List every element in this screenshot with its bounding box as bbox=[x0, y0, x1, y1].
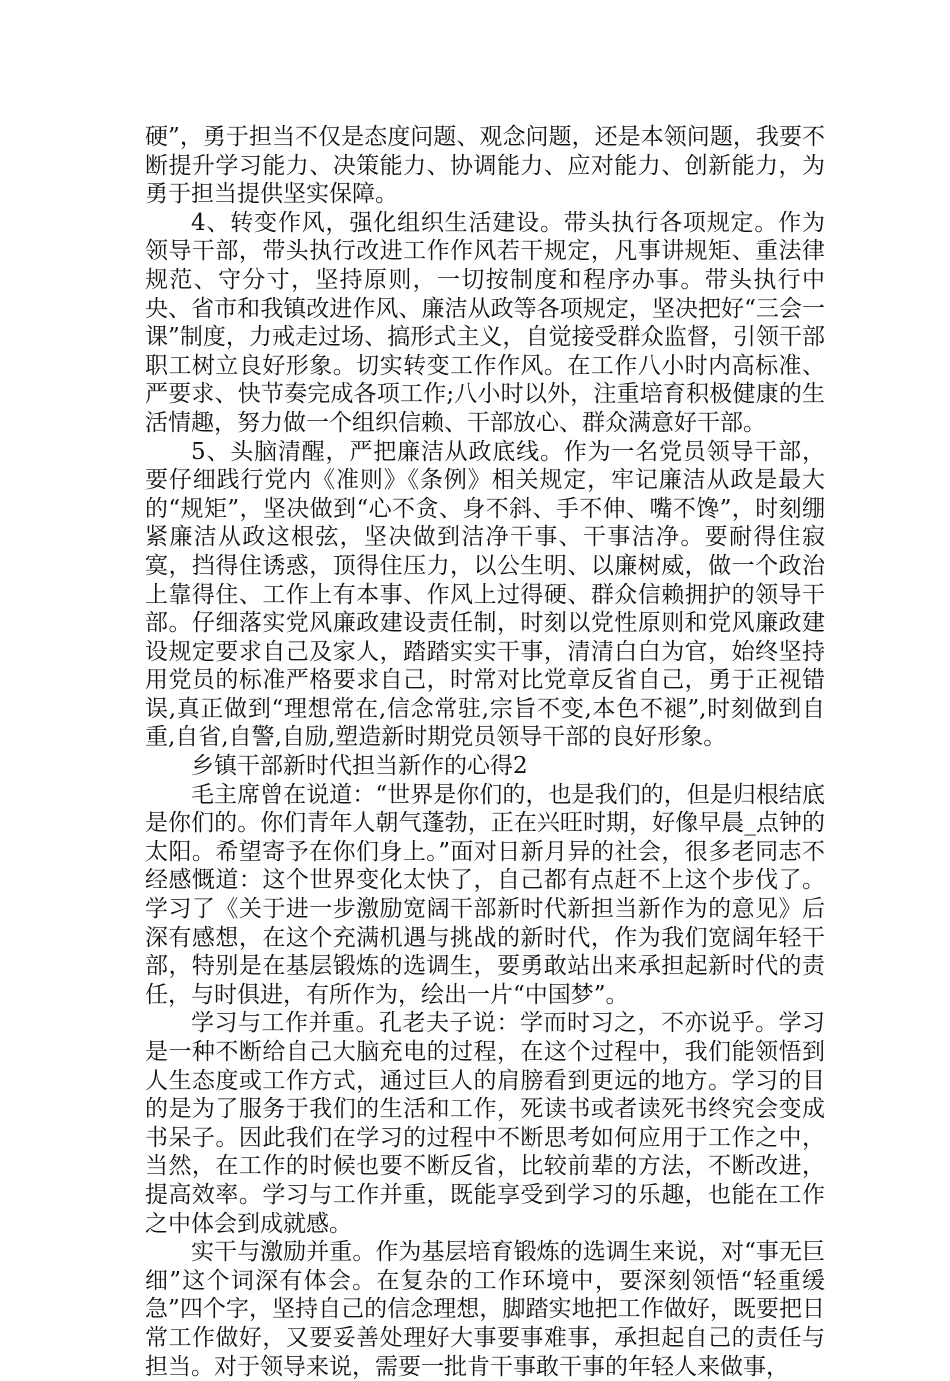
paragraph-item-4: 4、转变作风，强化组织生活建设。带头执行各项规定。作为领导干部，带头执行改进工作作风若干规定，凡事讲规矩、重法律规范、守分寸，坚持原则，一切按制度和程序办事。带头执行中央、省市和我镇改进作风、廉洁从政等各项规定，坚决把好“三会一课”制度，力戒走过场、搞形式主义，自觉接受群众监督，引领干部职工树立良好形象。切实转变工作作风。在工作八小时内高标准、严要求、快节奏完成各项工作;八小时以外，注重培育积极健康的生活情趣，努力做一个组织信赖、干部放心、群众满意好干部。 bbox=[145, 209, 825, 436]
paragraph-item-5: 5、头脑清醒，严把廉洁从政底线。作为一名党员领导干部，要仔细践行党内《准则》《条例》相关规定，牢记廉洁从政是最大的“规矩”，坚决做到“心不贪、身不斜、手不伸、嘴不馋”，时刻绷紧廉洁从政这根弦，坚决做到洁净干事、干事洁净。要耐得住寂寞，挡得住诱惑，顶得住压力，以公生明、以廉树威，做一个政治上靠得住、工作上有本事、作风上过得硬、群众信赖拥护的领导干部。仔细落实党风廉政建设责任制，时刻以党性原则和党风廉政建设规定要求自己及家人，踏踏实实干事，清清白白为官，始终坚持用党员的标准严格要求自己，时常对比党章反省自己，勇于正视错误,真正做到“理想常在,信念常驻,宗旨不变,本色不褪”,时刻做到自重,自省,自警,自励,塑造新时期党员领导干部的良好形象。 bbox=[145, 438, 825, 751]
document-body bbox=[145, 123, 825, 1381]
paragraph-study-work: 学习与工作并重。孔老夫子说：学而时习之，不亦说乎。学习是一种不断给自己大脑充电的过程，在这个过程中，我们能领悟到人生态度或工作方式，通过巨人的肩膀看到更远的地方。学习的目的是为了服务于我们的生活和工作，死读书或者读死书终究会变成书呆子。因此我们在学习的过程中不断思考如何应用于工作之中，当然，在工作的时候也要不断反省，比较前辈的方法，不断改进，提高效率。学习与工作并重，既能享受到学习的乐趣，也能在工作之中体会到成就感。 bbox=[145, 1010, 825, 1237]
paragraph-practice-incentive: 实干与激励并重。作为基层培育锻炼的选调生来说，对“事无巨细”这个词深有体会。在复杂的工作环境中，要深刻领悟“轻重缓急”四个字，坚持自己的信念理想，脚踏实地把工作做好，既要把日常工作做好，又要妥善处理好大事要事难事，承担起自己的责任与担当。对于领导来说，需要一批肯干事敢干事的年轻人来做事， bbox=[145, 1239, 825, 1380]
paragraph-continuation: 硬”，勇于担当不仅是态度问题、观念问题，还是本领问题，我要不断提升学习能力、决策能力、协调能力、应对能力、创新能力，为勇于担当提供坚实保障。 bbox=[145, 124, 825, 208]
paragraph-intro: 毛主席曾在说道：“世界是你们的，也是我们的，但是归根结底是你们的。你们青年人朝气蓬勃，正在兴旺时期，好像早晨_点钟的太阳。希望寄予在你们身上。”面对日新月异的社会，很多老同志不经感慨道：这个世界变化太快了，自己都有点赶不上这个步伐了。学习了《关于进一步激励宽阔干部新时代新担当新作为的意见》后深有感想，在这个充满机遇与挑战的新时代，作为我们宽阔年轻干部，特别是在基层锻炼的选调生，要勇敢站出来承担起新时代的责任，与时俱进，有所作为，绘出一片“中国梦”。 bbox=[145, 781, 825, 1008]
section-heading: 乡镇干部新时代担当新作的心得2 bbox=[191, 753, 528, 780]
